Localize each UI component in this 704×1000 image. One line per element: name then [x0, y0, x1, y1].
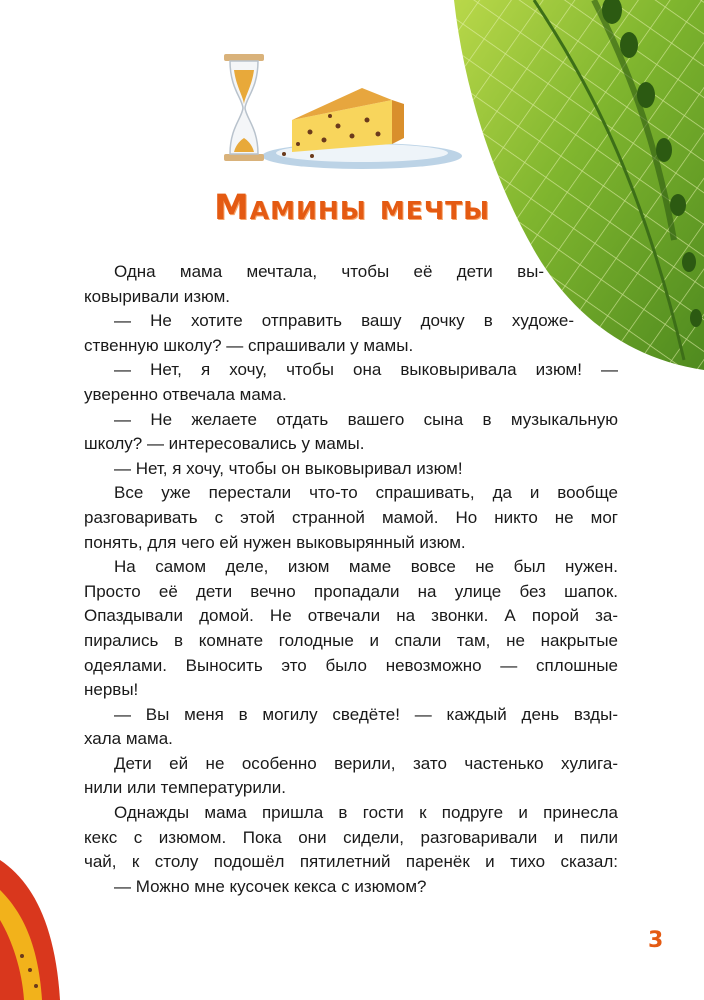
text-line: Однажды мама пришла в гости к подруге и принесла: [114, 803, 618, 823]
text-line: нили или температурили.: [84, 778, 286, 798]
page-number: 3: [648, 928, 664, 953]
text-line: Одна мама мечтала, чтобы её дети вы-: [114, 262, 544, 281]
text-line: — Вы меня в могилу сведёте! — каждый день взды-: [114, 704, 618, 724]
text-line: — Нет, я хочу, чтобы он выковыривал изюм!: [114, 458, 463, 478]
text-line: На самом деле, изюм маме вовсе не был нужен.: [114, 557, 618, 577]
text-line: ковыривали изюм.: [84, 286, 230, 306]
text-line: одеялами. Выносить это было невозможно — сплошные: [84, 655, 618, 675]
text-line: школу? — интересовались у мамы.: [84, 434, 365, 454]
text-line: разговаривать с этой странной мамой. Но никто не мог: [84, 507, 618, 527]
text-line: — Можно мне кусочек кекса с изюмом?: [114, 876, 427, 896]
hourglass-and-cake-illustration: [212, 48, 480, 178]
text-line: пирались в комнате голодные и спали там, не накрытые: [84, 630, 618, 650]
story-text: [84, 260, 618, 899]
text-line: ственную школу? — спрашивали у мамы.: [84, 335, 414, 355]
text-line: нервы!: [84, 680, 139, 700]
text-line: Дети ей не особенно верили, зато частенько хулига-: [114, 753, 618, 773]
text-line: Все уже перестали что-то спрашивать, да и вообще: [114, 483, 618, 503]
corner-fruit-illustration: [0, 860, 70, 1000]
text-line: — Не хотите отправить вашу дочку в художе-: [114, 311, 574, 331]
text-line: Просто её дети вечно пропадали на улице без шапок.: [84, 581, 618, 601]
text-line: Опаздывали домой. Не отвечали на звонки. А порой за-: [84, 606, 618, 626]
text-line: понять, для чего ей нужен выковырянный изюм.: [84, 532, 466, 552]
page-title: Мамины мечты: [213, 188, 491, 228]
text-line: хала мама.: [84, 729, 173, 749]
text-line: — Нет, я хочу, чтобы она выковыривала изюм! —: [114, 360, 618, 380]
text-line: уверенно отвечала мама.: [84, 384, 287, 404]
text-line: кекс с изюмом. Пока они сидели, разговаривали и пили: [84, 827, 618, 847]
text-line: чай, к столу подошёл пятилетний паренёк и тихо сказал:: [84, 852, 618, 872]
text-line: — Не желаете отдать вашего сына в музыкальную: [114, 409, 618, 429]
